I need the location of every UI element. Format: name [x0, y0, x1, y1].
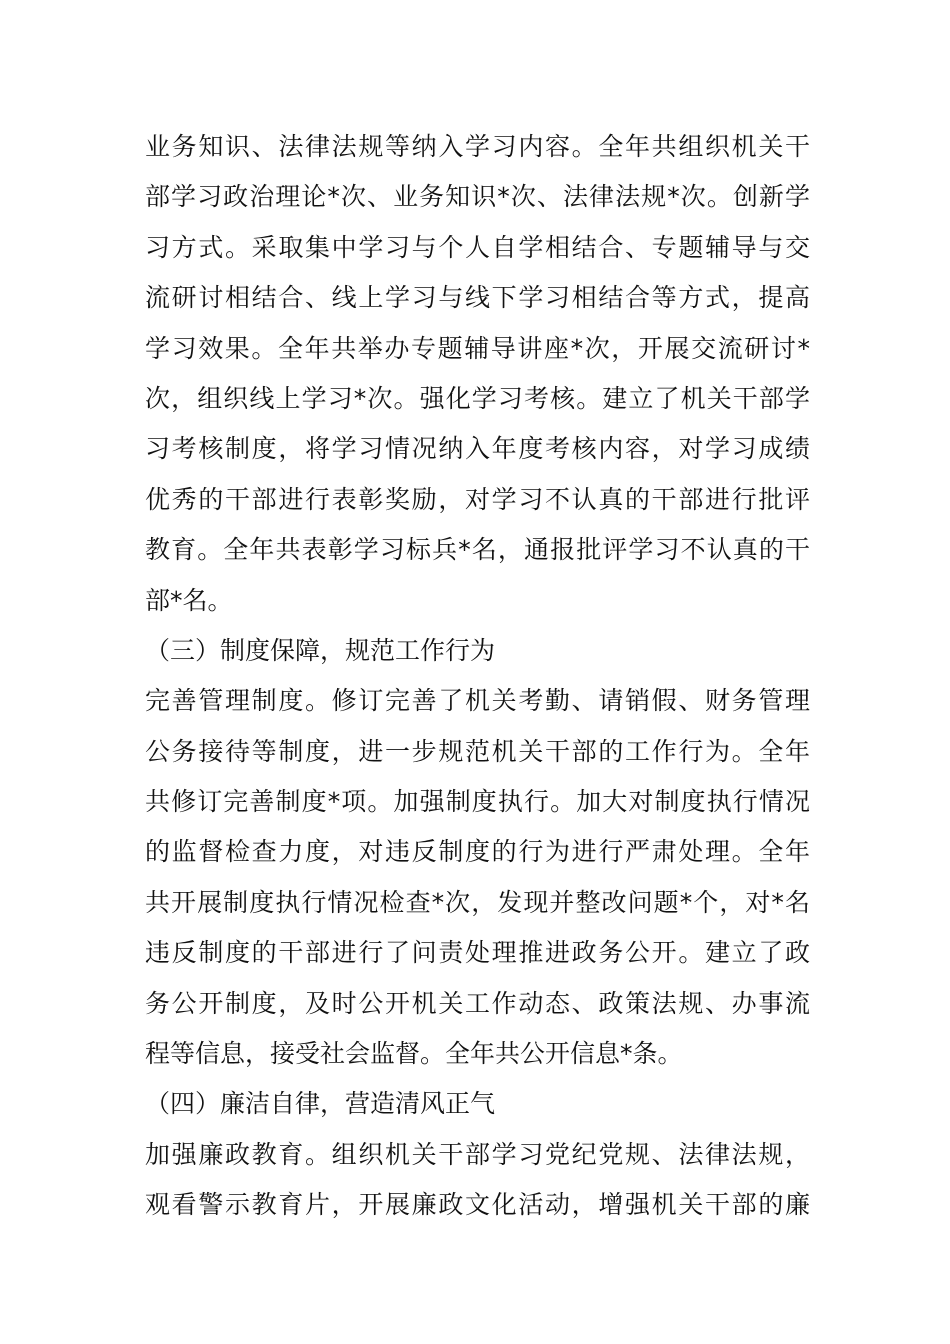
- body-line: 优秀的干部进行表彰奖励，对学习不认真的干部进行批评: [145, 484, 810, 514]
- document-body: [145, 122, 810, 1231]
- body-line: 共修订完善制度*项。加强制度执行。加大对制度执行情况: [145, 787, 810, 817]
- body-line: 加强廉政教育。组织机关干部学习党纪党规、法律法规，: [145, 1139, 810, 1169]
- body-line: 学习效果。全年共举办专题辅导讲座*次，开展交流研讨*: [145, 333, 810, 363]
- section-heading-3: （三）制度保障，规范工作行为: [145, 635, 496, 665]
- body-line: 违反制度的干部进行了问责处理推进政务公开。建立了政: [145, 938, 810, 968]
- body-line: 教育。全年共表彰学习标兵*名，通报批评学习不认真的干: [145, 535, 810, 565]
- body-line: 共开展制度执行情况检查*次，发现并整改问题*个，对*名: [145, 887, 810, 917]
- body-line: 的监督检查力度，对违反制度的行为进行严肃处理。全年: [145, 837, 810, 867]
- section-heading-4: （四）廉洁自律，营造清风正气: [145, 1089, 496, 1119]
- body-line: 部*名。: [145, 585, 233, 615]
- body-line: 习方式。采取集中学习与个人自学相结合、专题辅导与交: [145, 232, 810, 262]
- body-line: 务公开制度，及时公开机关工作动态、政策法规、办事流: [145, 988, 810, 1018]
- body-line: 次，组织线上学习*次。强化学习考核。建立了机关干部学: [145, 383, 810, 413]
- body-line: 习考核制度，将学习情况纳入年度考核内容，对学习成绩: [145, 434, 810, 464]
- body-line: 完善管理制度。修订完善了机关考勤、请销假、财务管理: [145, 686, 810, 716]
- body-line: 部学习政治理论*次、业务知识*次、法律法规*次。创新学: [145, 182, 810, 212]
- body-line: 业务知识、法律法规等纳入学习内容。全年共组织机关干: [145, 132, 810, 161]
- body-line: 流研讨相结合、线上学习与线下学习相结合等方式，提高: [145, 283, 810, 313]
- body-line: 观看警示教育片，开展廉政文化活动，增强机关干部的廉: [145, 1190, 810, 1220]
- body-line: 程等信息，接受社会监督。全年共公开信息*条。: [145, 1039, 683, 1069]
- body-line: 公务接待等制度，进一步规范机关干部的工作行为。全年: [145, 736, 810, 766]
